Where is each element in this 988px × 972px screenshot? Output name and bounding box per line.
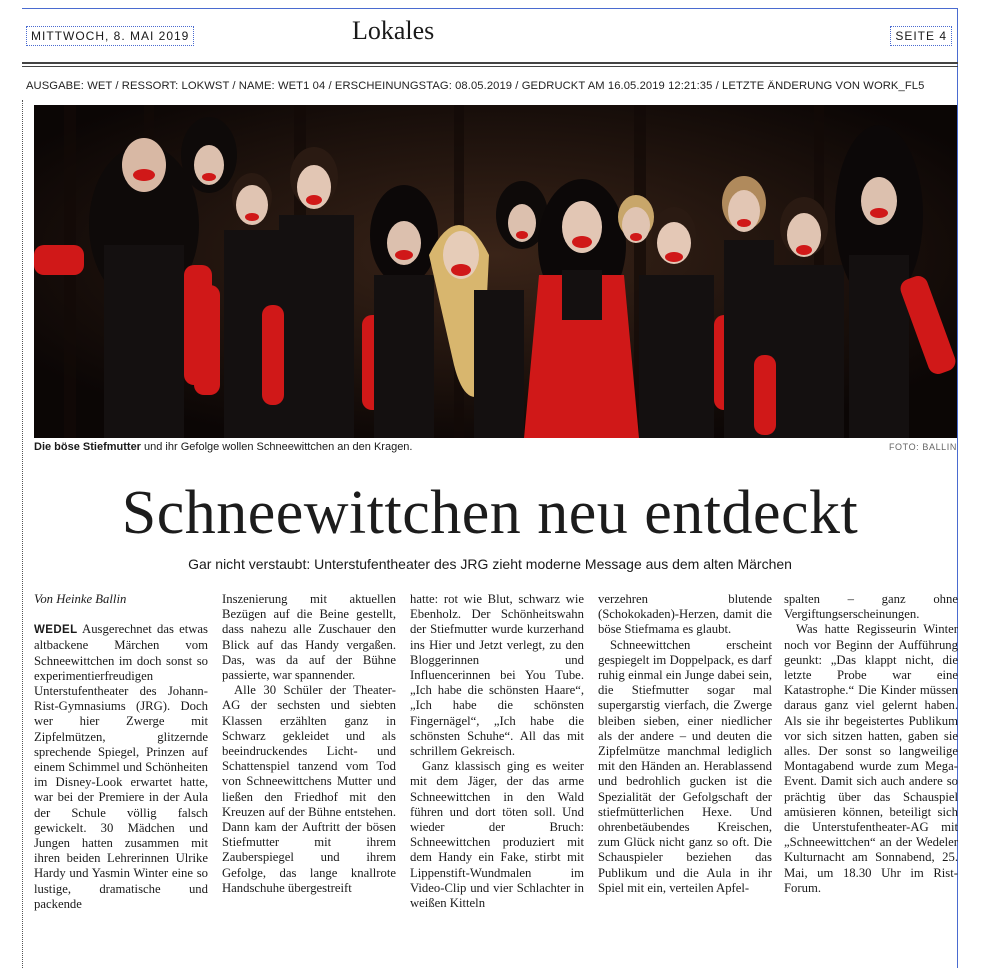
subheadline: Gar nicht verstaubt: Unterstufentheater des JRG zieht moderne Message aus dem alten Märchen: [188, 556, 792, 572]
photo-caption: [34, 441, 957, 453]
section-title: Lokales: [352, 16, 435, 45]
issue-date: MITTWOCH, 8. MAI 2019: [26, 26, 194, 46]
caption-bold: Die böse Stiefmutter: [34, 441, 141, 453]
article-column-2: [222, 592, 396, 972]
paragraph: Inszenierung mit aktuellen Bezügen auf die Beine gestellt, dass nahezu alle Zuschauer den Blick auf das Handy vergaßen. Das, was da auf der Bühne passierte, war spannender.: [222, 592, 396, 683]
paragraph: hatte: rot wie Blut, schwarz wie Ebenholz. Der Schönheitswahn der Stiefmutter wurde kurzerhand ins Hier und Jetzt verlegt, zu den Bloggerinnen und Influencerinnen bei You Tube. „Ich habe die schönsten Haare“, „Ich habe die schönsten Fingernägel“, „Ich habe die schönsten Schuhe“. All das mit schrillem Gekreisch.: [410, 592, 584, 759]
stage-photo-illustration: [34, 105, 957, 438]
print-metadata: AUSGABE: WET / RESSORT: LOKWST / NAME: WET1 04 / ERSCHEINUNGSTAG: 08.05.2019 / GEDRUCKT AM 16.05.2019 12:21:35 / LETZTE ÄNDERUNG VON WORK_FL5: [26, 80, 925, 92]
page-number: SEITE 4: [890, 26, 952, 46]
paragraph: Was hatte Regisseurin Winter noch vor Beginn der Aufführung geunkt: „Das klappt nicht, die letzte Probe war eine Katastrophe.“ Die Kinder müssen daraus ganz viel gelernt haben. Als sie ihr begeistertes Publikum vor sich sitzen hatten, gaben sie alles. Der sonst so langweilige Montagabend wurde zum Mega-Event. Damit sich auch andere so prächtig über das Schauspiel amüsieren können, beteiligt sich die Unterstufentheater-AG mit „Schneewittchen“ an der Wedeler Kulturnacht am Sonnabend, 25. Mai, um 18.30 Uhr im Rist-Forum.: [784, 622, 958, 895]
article-photo: [34, 105, 957, 438]
paragraph: Schneewittchen erscheint gespiegelt im Doppelpack, es darf ruhig einmal ein Junge dabei sein, die Stiefmutter sogar mal supergarstig vierfach, die Zwerge bleiben sieben, einer niedlicher als der andere – und deuten die Zipfelmütze manchmal lediglich mit den Händen an. Herablassend und bedrohlich gucken ist die Spezialität der Gefolgschaft der stiefmütterlichen Hexe. Und ohrenbetäubendes Kreischen, zum Glück nicht ganz so oft. Die Schauspieler beziehen das Publikum und die Aula in ihr Spiel mit ein, verteilen Apfel-: [598, 637, 772, 895]
newspaper-page: [22, 8, 958, 968]
paragraph: Ganz klassisch ging es weiter mit dem Jäger, der das arme Schneewittchen in den Wald führen und dort töten soll. Und wieder der Bruch: Schneewittchen produziert mit dem Handy ein Fake, stirbt mit Lippenstift-Wundmalen im Video-Clip und vier Schlachter in weißen Kitteln: [410, 759, 584, 911]
article-column-3: [410, 592, 584, 972]
article-column-5: [784, 592, 958, 972]
article-column-4: [598, 592, 772, 972]
header-rule-thin: [22, 66, 958, 67]
paragraph: WEDEL Ausgerechnet das etwas altbackene Märchen vom Schneewittchen im doch sonst so experimentierfreudigen Unterstufentheater des Johann-Rist-Gymnasiums (JRG). Doch wer hier Zwerge mit Zipfelmützen, glitzernde sprechende Spiegel, Prinzen auf einem Schimmel und Schönheiten im Disney-Look erwartet hatte, war bei der Premiere in der Aula der Schule völlig falsch gewickelt. 30 Mädchen und Jungen hatten zusammen mit ihren beiden Lehrerinnen Ulrike Hardy und Yasmin Winter eine so lustige, dramatische und packende: [34, 622, 208, 911]
caption-text: und ihr Gefolge wollen Schneewittchen an den Kragen.: [140, 441, 413, 453]
byline: Von Heinke Ballin: [34, 592, 127, 606]
top-border: [22, 8, 958, 9]
photo-credit: FOTO: BALLIN: [888, 442, 957, 452]
paragraph: Alle 30 Schüler der Theater-AG der sechsten und siebten Klassen erzählten ganz in Schwarz gekleidet und als beeindruckendes Licht- und Schattenspiel tanzend vom Tod von Schneewittchens Mutter und ließen den Friedhof mit den Kreuzen auf der Bühne entstehen. Dann kam der Auftritt der bösen Stiefmutter mit ihrem Zauberspiegel und ihrem Gefolge, das lange knallrote Handschuhe übergestreift: [222, 683, 396, 895]
article-column-1: [34, 592, 208, 972]
paragraph: spalten – ganz ohne Vergiftungserscheinungen.: [784, 592, 958, 622]
paragraph: verzehren blutende (Schokokaden)-Herzen, damit die böse Stiefmama es glaubt.: [598, 592, 772, 637]
dateline: WEDEL: [34, 624, 78, 637]
headline: Schneewittchen neu entdeckt: [121, 479, 859, 547]
header-rule-thick: [22, 62, 958, 64]
